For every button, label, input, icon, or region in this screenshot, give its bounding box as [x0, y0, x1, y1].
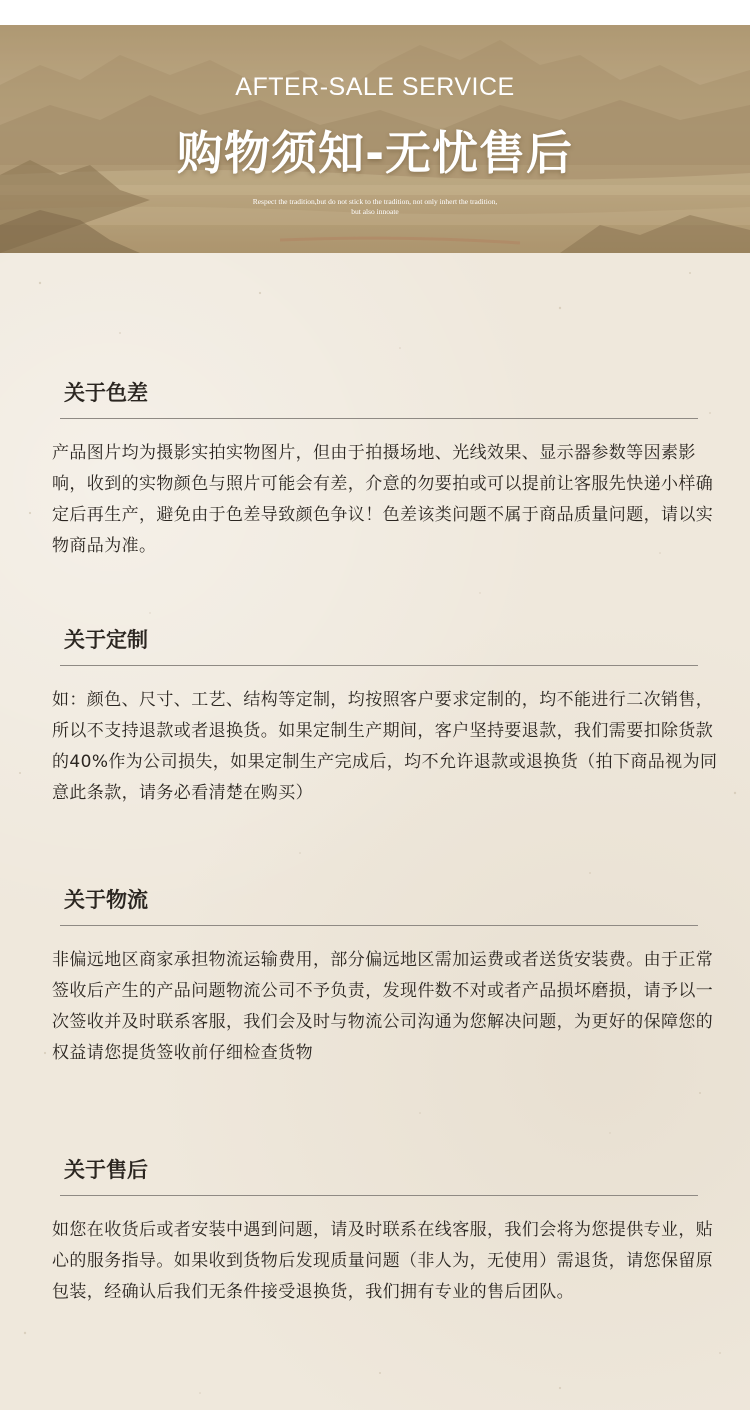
section-title: 关于定制 [64, 628, 148, 652]
section-title: 关于物流 [64, 888, 148, 912]
section-body: 产品图片均为摄影实拍实物图片，但由于拍摄场地、光线效果、显示器参数等因素影响，收到的实物颜色与照片可能会有差，介意的勿要拍或可以提前让客服先快递小样确定后再生产，避免由于色差导致颜色争议！色差该类问题不属于商品质量问题，请以实物商品为准。 [52, 443, 714, 556]
section-body: 如：颜色、尺寸、工艺、结构等定制，均按照客户要求定制的，均不能进行二次销售，所以不支持退款或者退换货。如果定制生产期间，客户坚持要退款，我们需要扣除货款的40%作为公司损失，如果定制生产完成后，均不允许退款或退换货（拍下商品视为同意此条款，请务必看清楚在购买） [52, 690, 718, 803]
section-divider [60, 925, 698, 926]
section-title: 关于售后 [64, 1158, 148, 1182]
section-body: 如您在收货后或者安装中遇到问题，请及时联系在线客服，我们会将为您提供专业，贴心的服务指导。如果收到货物后发现质量问题（非人为，无使用）需退货，请您保留原包装，经确认后我们无条件接受退换货，我们拥有专业的售后团队。 [52, 1220, 714, 1302]
banner-subtitle: Respect the tradition,but do not stick to the tradition, not only inhert the tradition, but also innoate [252, 197, 498, 216]
section-body: 非偏远地区商家承担物流运输费用，部分偏远地区需加运费或者送货安装费。由于正常签收后产生的产品问题物流公司不予负责，发现件数不对或者产品损坏磨损，请予以一次签收并及时联系客服，我们会及时与物流公司沟通为您解决问题，为更好的保障您的权益请您提货签收前仔细检查货物 [52, 950, 714, 1063]
section-divider [60, 1195, 698, 1196]
section-divider [60, 418, 698, 419]
banner-title-en: AFTER-SALE SERVICE [235, 73, 515, 101]
banner-title-cn: 购物须知-无忧售后 [176, 126, 574, 180]
section-title: 关于色差 [64, 381, 148, 405]
section-divider [60, 665, 698, 666]
banner [0, 25, 750, 253]
top-white-strip [0, 0, 750, 25]
